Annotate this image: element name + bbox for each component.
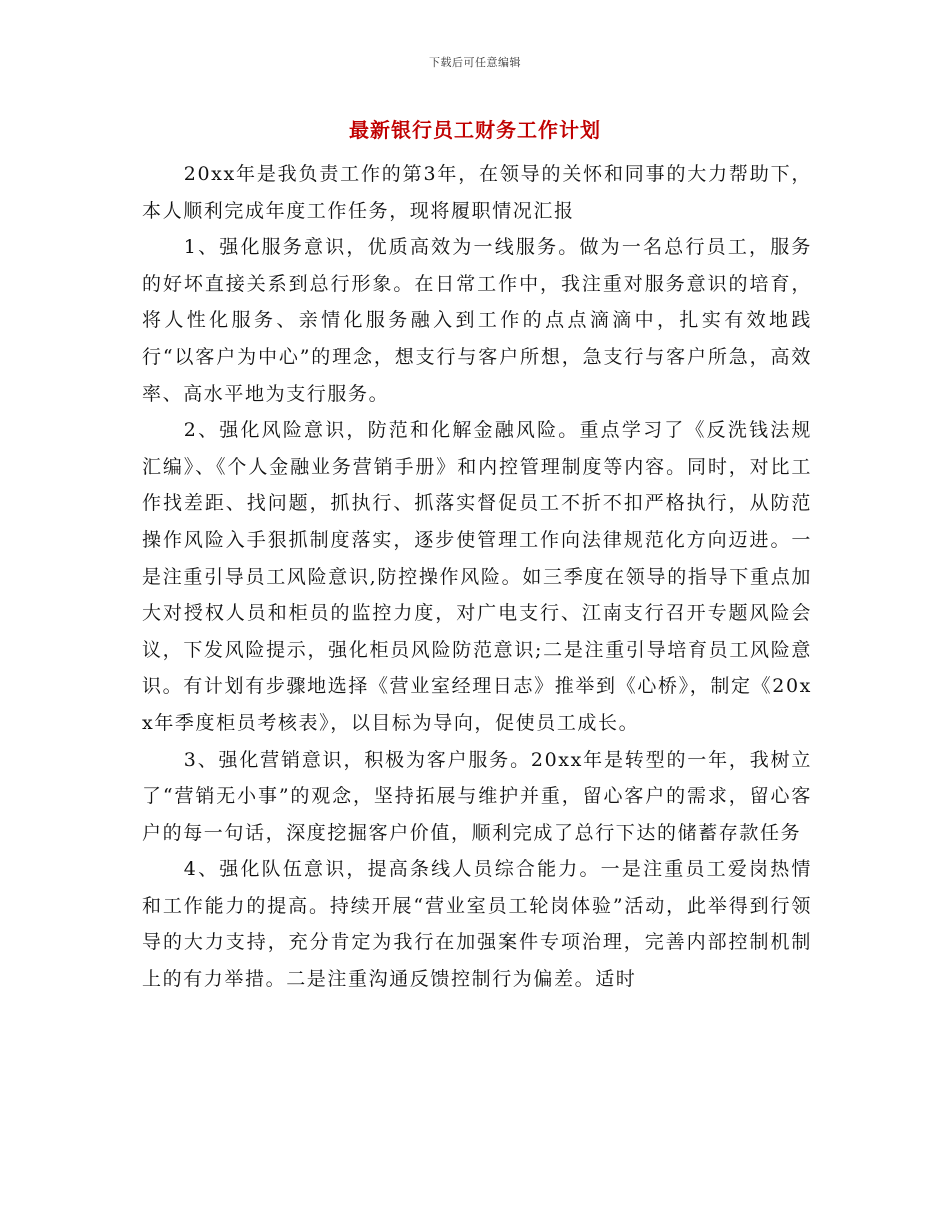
document-title: 最新银行员工财务工作计划 xyxy=(349,118,601,142)
header-note: 下载后可任意编辑 xyxy=(429,56,521,69)
paragraph-marketing: 3、强化营销意识，积极为客户服务。20xx年是转型的一年，我树立了“营销无小事”的观念，坚持拓展与维护并重，留心客户的需求，留心客户的每一句话，深度挖掘客户价值，顺利完成了总行下达的储蓄存款任务 xyxy=(142,748,812,844)
paragraph-intro: 20xx年是我负责工作的第3年，在领导的关怀和同事的大力帮助下，本人顺利完成年度工作任务，现将履职情况汇报 xyxy=(142,163,812,222)
paragraph-risk: 2、强化风险意识，防范和化解金融风险。重点学习了《反洗钱法规汇编》、《个人金融业务营销手册》和内控管理制度等内容。同时，对比工作找差距、找问题，抓执行、抓落实督促员工不折不扣严格执行，从防范操作风险入手狠抓制度落实，逐步使管理工作向法律规范化方向迈进。一是注重引导员工风险意识,防控操作风险。如三季度在领导的指导下重点加大对授权人员和柜员的监控力度，对广电支行、江南支行召开专题风险会议，下发风险提示，强化柜员风险防范意识;二是注重引导培育员工风险意识。有计划有步骤地选择《营业室经理日志》推举到《心桥》，制定《20xx年季度柜员考核表》，以目标为导向，促使员工成长。 xyxy=(142,419,812,734)
document-body xyxy=(142,156,812,998)
paragraph-service: 1、强化服务意识，优质高效为一线服务。做为一名总行员工，服务的好坏直接关系到总行形象。在日常工作中，我注重对服务意识的培育，将人性化服务、亲情化服务融入到工作的点点滴滴中，扎实有效地践行“以客户为中心”的理念，想支行与客户所想，急支行与客户所急，高效率、高水平地为支行服务。 xyxy=(142,236,812,405)
paragraph-team: 4、强化队伍意识，提高条线人员综合能力。一是注重员工爱岗热情和工作能力的提高。持续开展“营业室员工轮岗体验”活动，此举得到行领导的大力支持，充分肯定为我行在加强案件专项治理，完善内部控制机制上的有力举措。二是注重沟通反馈控制行为偏差。适时 xyxy=(142,858,812,991)
